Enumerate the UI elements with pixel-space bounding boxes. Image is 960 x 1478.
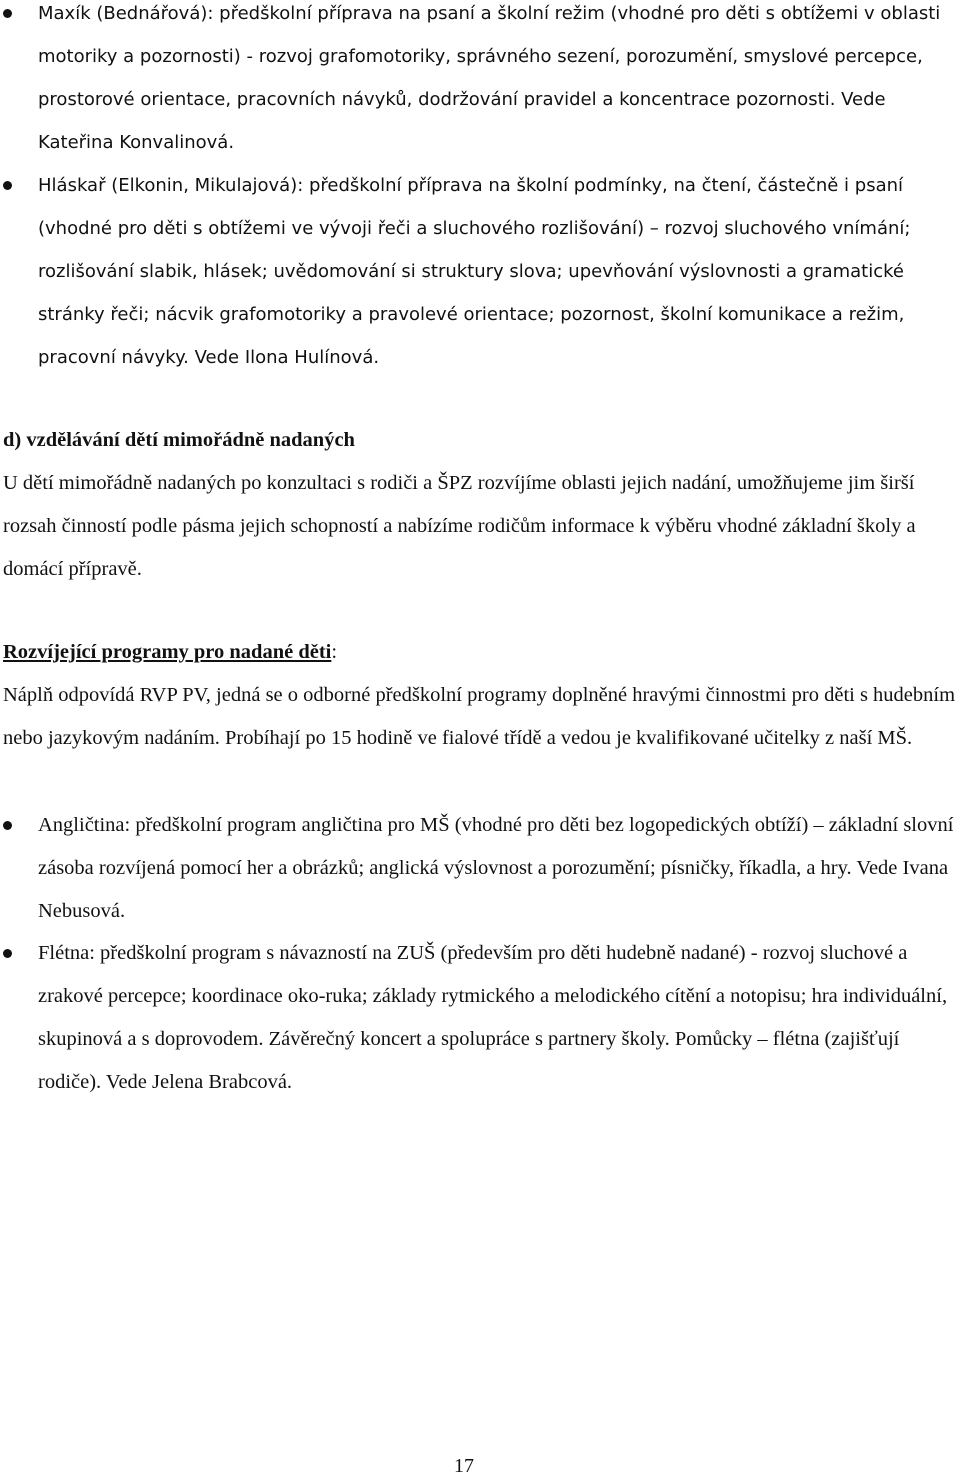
programs-heading-text: Rozvíjející programy pro nadané děti bbox=[3, 641, 332, 663]
list-item-fletna bbox=[0, 932, 960, 1104]
section-heading-programs bbox=[3, 631, 953, 674]
list-item-text: Flétna: předškolní program s návazností na ZUŠ (především pro děti hudebně nadané) - rozvoj sluchové a zrakové percepce; koordinace oko-ruka; základy rytmického a melodického cítění a notopisu; hra individuální, skupinová a s doprovodem. Závěrečný koncert a spolupráce s partnery školy. Pomůcky – flétna (zajišťují rodiče). Vede Jelena Brabcová. bbox=[38, 942, 948, 1093]
list-item-text: Maxík (Bednářová): předškolní příprava na psaní a školní režim (vhodné pro děti s obtížemi v oblasti motoriky a pozornosti) - rozvoj grafomotoriky, správného sezení, porozumění, smyslové percepce, prostorové orientace, pracovních návyků, dodržování pravidel a koncentrace pozornosti. Vede Kateřina Konvalinová. bbox=[38, 3, 941, 153]
bullet-icon bbox=[3, 9, 12, 18]
list-item-anglictina bbox=[0, 804, 960, 933]
list-item-text: Hláskař (Elkonin, Mikulajová): předškolní příprava na školní podmínky, na čtení, částečně i psaní (vhodné pro děti s obtížemi ve vývoji řeči a sluchového rozlišování) – rozvoj sluchového vnímání; rozlišování slabik, hlásek; uvědomování si struktury slova; upevňování výslovnosti a gramatické stránky řeči; nácvik grafomotoriky a pravolevé orientace; pozornost, školní komunikace a režim, pracovní návyky. Vede Ilona Hulínová. bbox=[38, 175, 911, 368]
list-item-text: Angličtina: předškolní program angličtina pro MŠ (vhodné pro děti bez logopedických obtíží) – základní slovní zásoba rozvíjená pomocí her a obrázků; anglická výslovnost a porozumění; písničky, říkadla, a hry. Vede Ivana Nebusová. bbox=[38, 814, 954, 922]
list-item-hlaskar bbox=[0, 164, 960, 379]
paragraph-gifted: U dětí mimořádně nadaných po konzultaci s rodiči a ŠPZ rozvíjíme oblasti jejich nadání, umožňujeme jim širší rozsah činností podle pásma jejich schopností a nabízíme rodičům informace k výběru vhodné základní školy a domácí přípravě. bbox=[3, 472, 916, 580]
bullet-icon bbox=[3, 181, 12, 190]
bullet-icon bbox=[3, 821, 12, 830]
bullet-icon bbox=[3, 949, 12, 958]
paragraph-programs: Náplň odpovídá RVP PV, jedná se o odborné předškolní programy doplněné hravými činnostmi pro děti s hudebním nebo jazykovým nadáním. Probíhají po 15 hodině ve fialové třídě a vedou je kvalifikované učitelky z naší MŠ. bbox=[3, 684, 956, 749]
section-heading-gifted: d) vzdělávání dětí mimořádně nadaných bbox=[3, 429, 355, 451]
programs-heading-colon: : bbox=[331, 641, 338, 663]
list-item-maxik bbox=[0, 0, 960, 164]
page-number: 17 bbox=[454, 1455, 474, 1477]
